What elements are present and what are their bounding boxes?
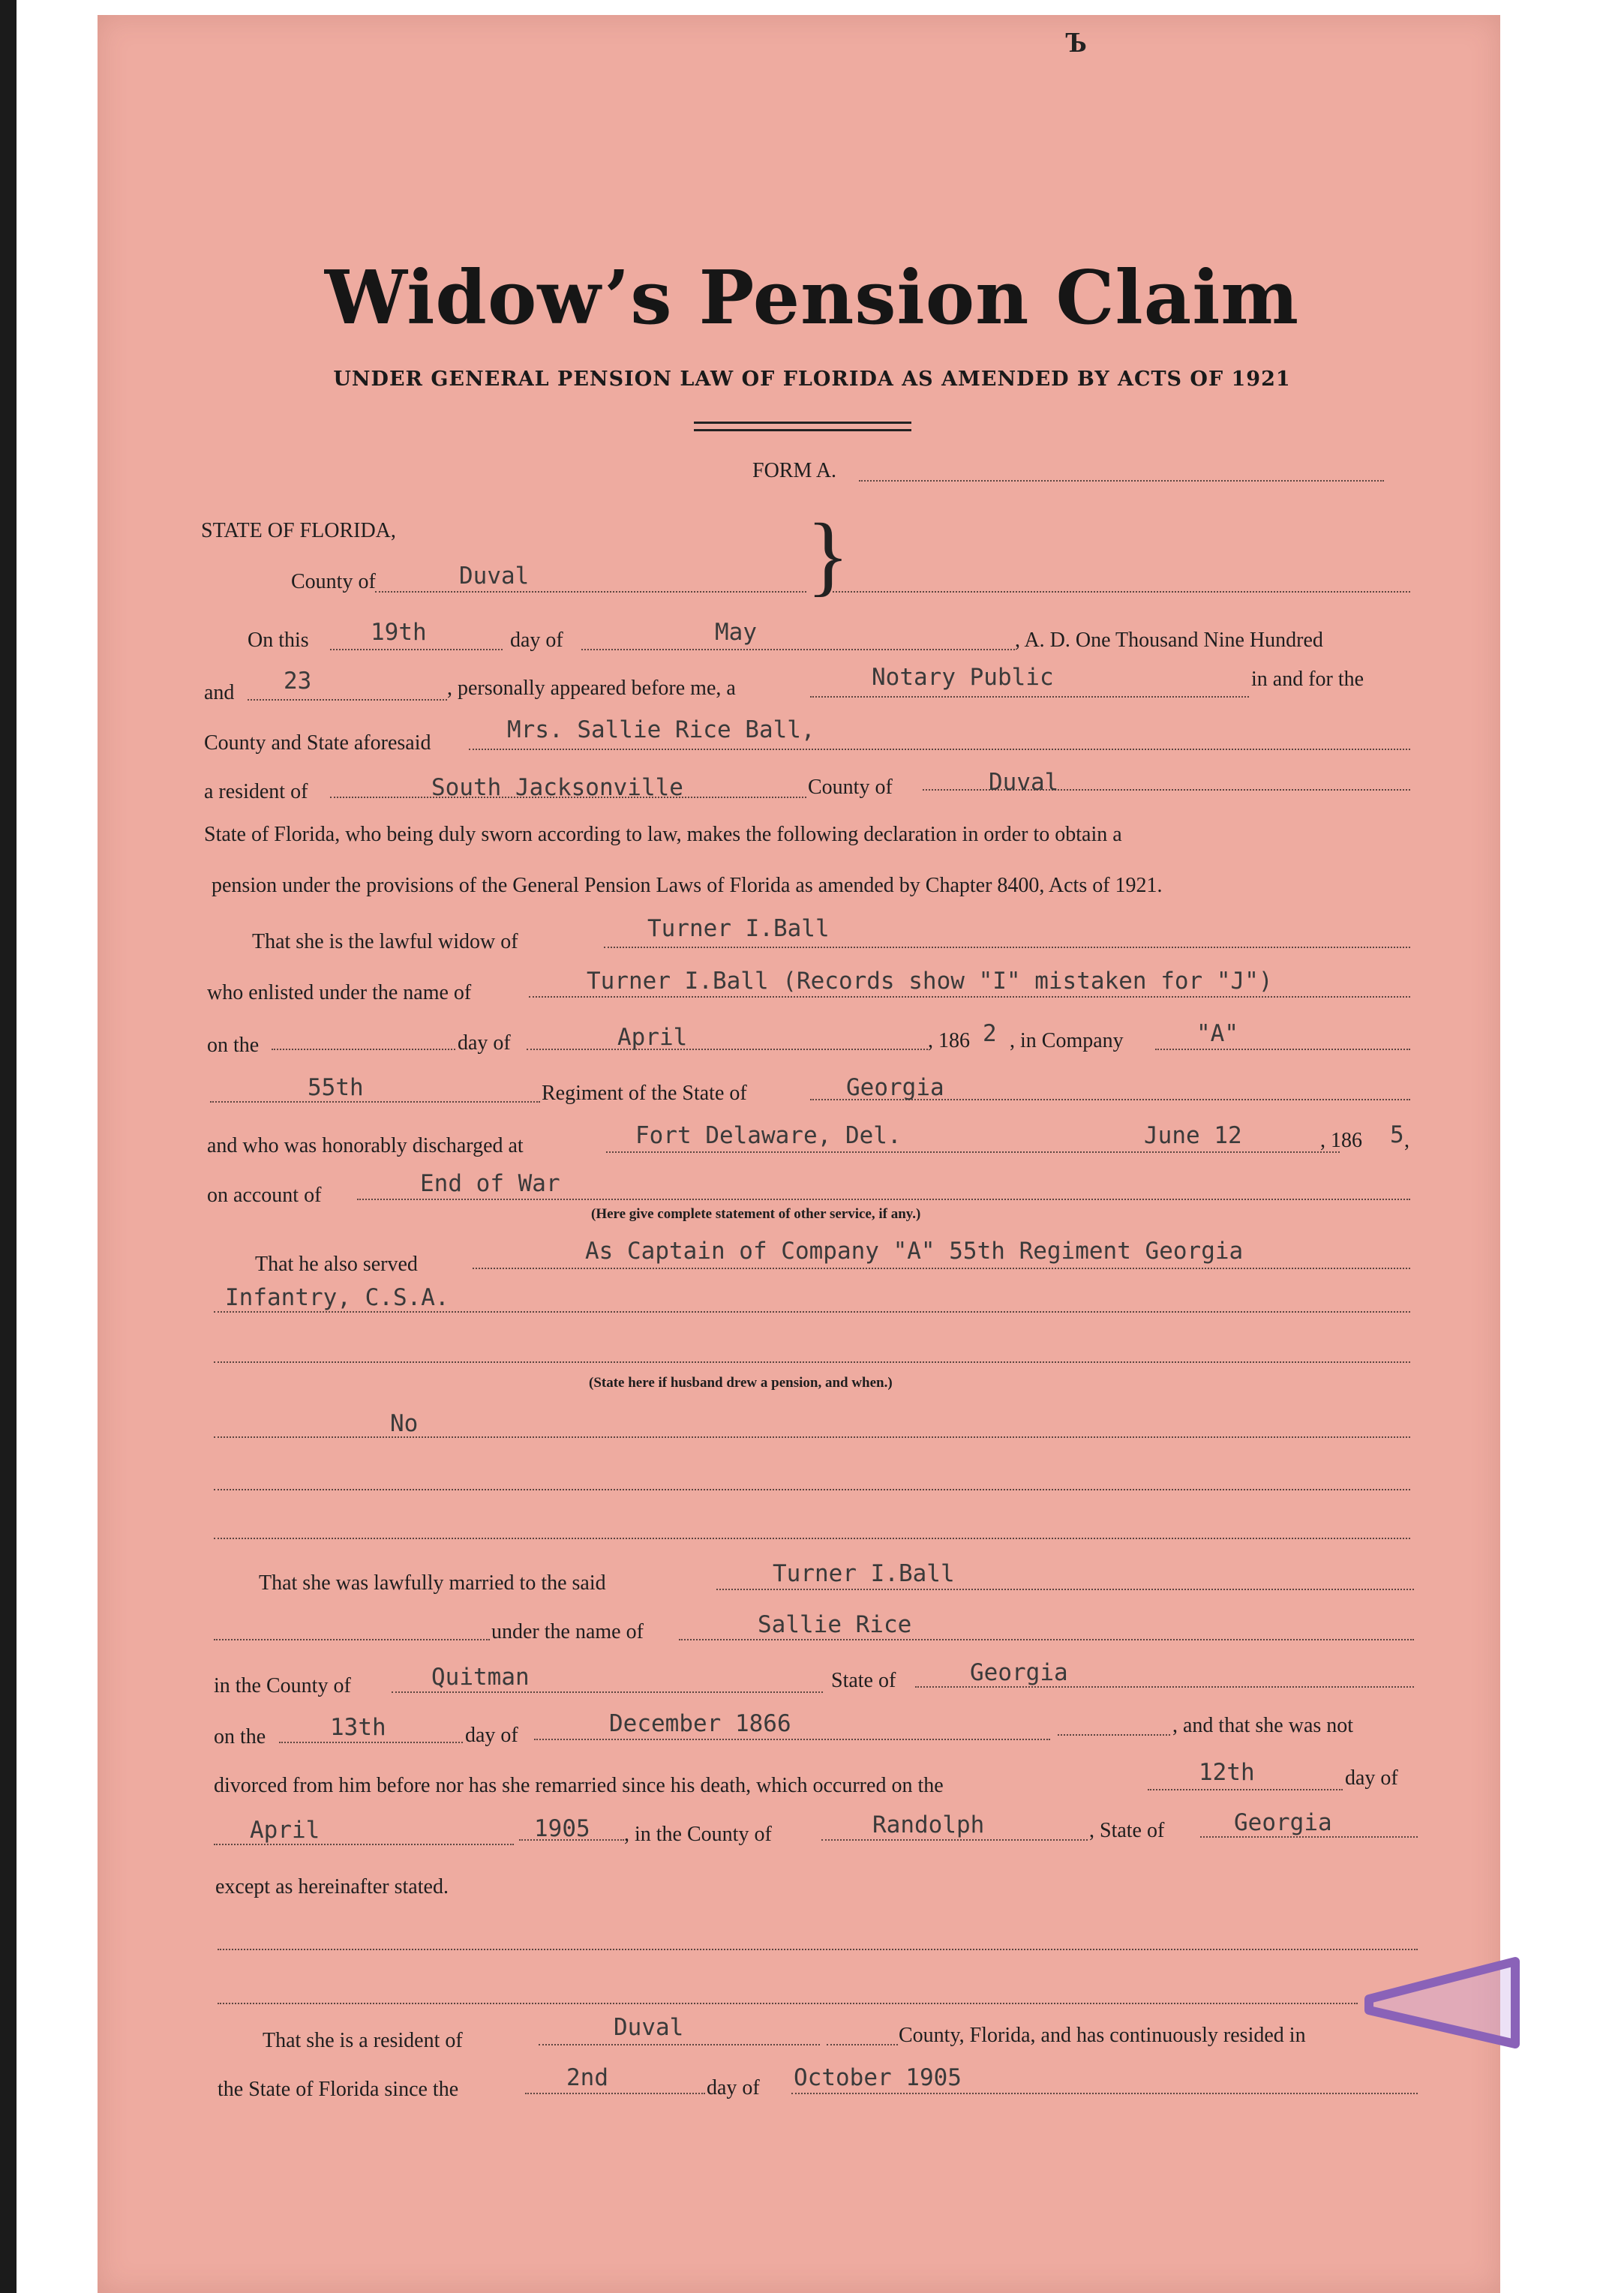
death-state-value: Georgia [1234, 1809, 1332, 1836]
enlist-day-line [272, 1049, 455, 1050]
form-line [859, 480, 1384, 482]
maiden-value: Sallie Rice [758, 1611, 912, 1638]
resident-of-label: a resident of [204, 780, 308, 803]
except-line-1 [218, 1949, 1418, 1950]
year-line [248, 699, 447, 701]
account-value: End of War [420, 1170, 560, 1197]
year-prefix: , 186 [928, 1029, 970, 1052]
regiment-of-label: Regiment of the State of [542, 1082, 747, 1105]
company-value: "A" [1196, 1020, 1238, 1047]
death-county-line [821, 1839, 1088, 1841]
pension-line-3 [214, 1538, 1410, 1539]
res-line [539, 2044, 820, 2045]
state-of-label: State of [831, 1669, 896, 1692]
day-of-label-2: day of [458, 1031, 511, 1055]
husband-value: Turner I.Ball [647, 915, 830, 942]
service-value-1: As Captain of Company "A" 55th Regiment Georgia [585, 1238, 1244, 1265]
account-line [357, 1199, 1410, 1200]
other-service-note: (Here give complete statement of other service, if any.) [591, 1206, 921, 1222]
death-day-value: 12th [1199, 1759, 1255, 1786]
day-of-label-4: day of [1345, 1766, 1398, 1790]
year-value: 23 [284, 668, 312, 695]
married-line [716, 1589, 1414, 1590]
state-of-label-2: , State of [1089, 1819, 1165, 1842]
also-served-label: That he also served [255, 1253, 418, 1276]
state-label: STATE OF FLORIDA, [201, 519, 396, 542]
county-label: County of [291, 570, 376, 593]
enlisted-name-label: who enlisted under the name of [207, 981, 472, 1004]
discharge-comma: , [1404, 1129, 1409, 1152]
marr-county-value: Quitman [431, 1664, 530, 1691]
form-title: Widow’s Pension Claim [324, 255, 1300, 341]
enlisted-value: Turner I.Ball (Records show "I" mistaken for "J") [587, 968, 1273, 995]
enlist-month-value: April [617, 1024, 688, 1051]
corner-handwritten-mark: Ъ [1065, 27, 1088, 59]
married-value: Turner I.Ball [773, 1560, 955, 1587]
discharge-place-value: Fort Delaware, Del. [635, 1122, 902, 1149]
in-company-label: , in Company [1010, 1029, 1124, 1052]
except-text: except as hereinafter stated. [215, 1875, 449, 1898]
county-of-label: County of [808, 776, 893, 799]
venue-line [833, 591, 1410, 593]
discharge-date-value: June 12 [1144, 1122, 1242, 1149]
appeared-text: , personally appeared before me, a [447, 677, 736, 700]
official-line [810, 696, 1249, 698]
claimant-line [469, 749, 1410, 750]
death-year-value: 1905 [534, 1815, 590, 1842]
in-county-of-label: , in the County of [624, 1823, 772, 1846]
paper-clip-icon [1354, 1954, 1526, 2059]
form-label: FORM A. [752, 459, 837, 482]
service-line-3 [214, 1361, 1410, 1363]
res-line-2 [827, 2044, 898, 2045]
married-label: That she was lawfully married to the said [259, 1571, 606, 1595]
and-label: and [204, 681, 235, 704]
day-of-label: day of [510, 629, 563, 652]
regiment-line [210, 1101, 540, 1103]
claimant-value: Mrs. Sallie Rice Ball, [507, 716, 815, 743]
pension-value: No [390, 1410, 419, 1437]
company-line [1155, 1049, 1410, 1050]
form-subtitle: UNDER GENERAL PENSION LAW OF FLORIDA AS AMENDED BY ACTS OF 1921 [333, 368, 1291, 391]
scanner-edge [0, 0, 17, 2293]
res-county-value: Duval [989, 769, 1059, 796]
official-value: Notary Public [872, 664, 1054, 691]
county-line [375, 591, 806, 593]
since-day-value: 2nd [566, 2064, 608, 2091]
death-month-line [214, 1844, 514, 1845]
enlist-month-line [527, 1049, 928, 1050]
on-this-label: On this [248, 629, 309, 652]
day-line [330, 649, 503, 650]
death-month-value: April [250, 1817, 320, 1844]
month-value: May [715, 619, 757, 646]
service-line-1 [473, 1268, 1410, 1269]
bracket-brace: } [806, 505, 850, 605]
county-florida-text: County, Florida, and has continuously resided in [899, 2024, 1306, 2047]
marr-date-line [534, 1739, 1050, 1740]
marr-year-line [1058, 1734, 1170, 1736]
service-line-2 [214, 1311, 1410, 1313]
marr-state-line [915, 1686, 1414, 1688]
divorced-text: divorced from him before nor has she remarried since his death, which occurred on the [214, 1774, 944, 1797]
county-state-text: County and State aforesaid [204, 731, 431, 755]
pension-line-2 [214, 1489, 1410, 1490]
resident-of-label-2: That she is a resident of [263, 2029, 463, 2052]
day-of-label-5: day of [707, 2076, 760, 2099]
enlisted-line [529, 996, 1410, 998]
declaration-line-2: pension under the provisions of the General Pension Laws of Florida as amended by Chapter 8400, Acts of 1921. [212, 874, 1163, 897]
death-state-line [1200, 1836, 1418, 1838]
since-day-line [525, 2093, 705, 2094]
on-the-label: on the [207, 1034, 260, 1057]
discharged-label: and who was honorably discharged at [207, 1134, 524, 1157]
day-value: 19th [371, 619, 427, 646]
marr-date-value: December 1866 [609, 1710, 791, 1737]
death-day-line [1148, 1789, 1343, 1790]
regiment-value: 55th [308, 1074, 364, 1101]
enlist-year-value: 2 [983, 1020, 997, 1047]
husband-line [604, 947, 1410, 948]
widow-of-label: That she is the lawful widow of [252, 930, 518, 953]
regiment-state-value: Georgia [846, 1074, 944, 1101]
except-line-2 [218, 2003, 1358, 2004]
month-line [581, 649, 1015, 650]
service-value-2: Infantry, C.S.A. [225, 1284, 449, 1311]
pension-note: (State here if husband drew a pension, and when.) [589, 1375, 893, 1391]
marr-state-value: Georgia [970, 1659, 1068, 1686]
res-value: Duval [614, 2014, 684, 2041]
declaration-line-1: State of Florida, who being duly sworn according to law, makes the following declaration in order to obtain a [204, 823, 1122, 846]
married-continued-line [214, 1639, 490, 1640]
year-prefix-2: , 186 [1320, 1129, 1362, 1152]
marr-day-line [279, 1742, 463, 1743]
and-not-text: , and that she was not [1172, 1714, 1354, 1737]
ad-text: , A. D. One Thousand Nine Hundred [1015, 629, 1323, 652]
state-since-label: the State of Florida since the [218, 2078, 459, 2101]
day-of-label-3: day of [465, 1724, 518, 1747]
title-rule-bottom [694, 429, 911, 431]
since-line [791, 2093, 1418, 2094]
marr-day-value: 13th [330, 1714, 386, 1741]
maiden-line [679, 1639, 1414, 1640]
title-rule-top [694, 422, 911, 424]
discharge-line [606, 1151, 1340, 1153]
in-county-label: in the County of [214, 1674, 351, 1697]
in-and-for-text: in and for the [1251, 668, 1364, 691]
on-the-label-2: on the [214, 1725, 266, 1748]
since-value: October 1905 [794, 2064, 962, 2091]
residence-value: South Jacksonville [431, 774, 683, 801]
death-county-value: Randolph [872, 1811, 985, 1838]
marr-county-line [392, 1691, 823, 1693]
discharge-year-value: 5 [1390, 1121, 1404, 1148]
county-value: Duval [459, 563, 530, 590]
under-name-label: under the name of [491, 1620, 644, 1643]
on-account-label: on account of [207, 1184, 322, 1207]
